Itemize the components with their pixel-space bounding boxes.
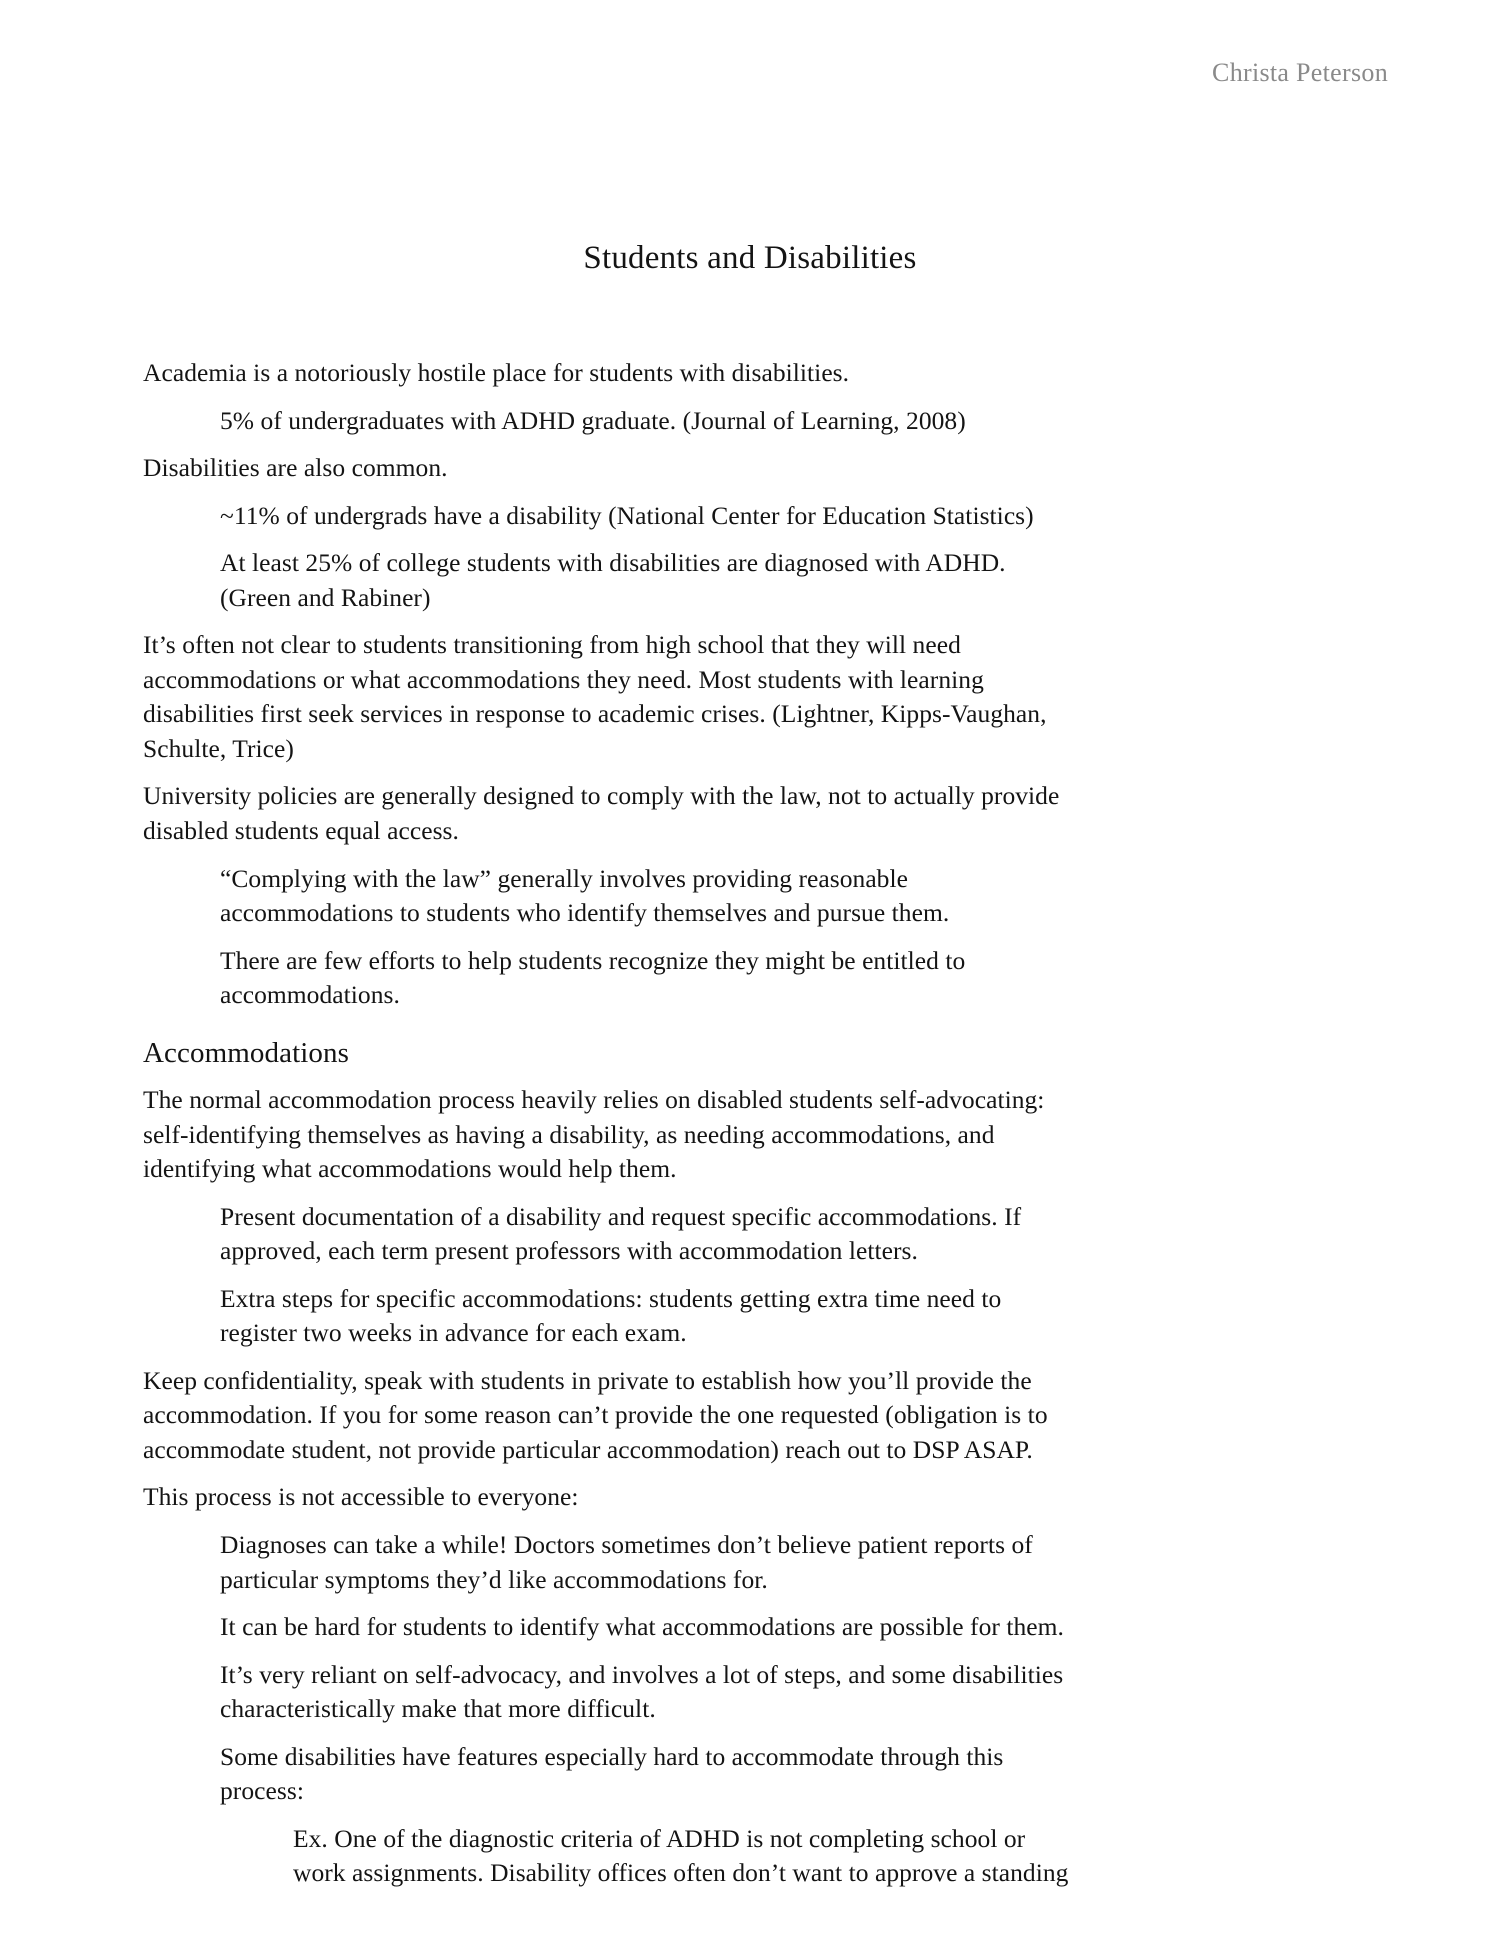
paragraph: 5% of undergraduates with ADHD graduate. (Journal of Learning, 2008) xyxy=(220,405,966,435)
paragraph: The normal accommodation process heavily relies on disabled students self-advocating: self-identifying themselves as having a disability, as needing accommodations, and identifying what accommodations would help them. xyxy=(143,1085,1045,1184)
paragraph: Some disabilities have features especially hard to accommodate through this process: xyxy=(220,1741,1004,1806)
paragraph: This process is not accessible to everyone: xyxy=(143,1482,579,1512)
paragraph: ~11% of undergrads have a disability (National Center for Education Statistics) xyxy=(220,500,1034,530)
paragraph: Extra steps for specific accommodations: students getting extra time need to register two weeks in advance for each exam. xyxy=(220,1283,1002,1348)
paragraph: Keep confidentiality, speak with students in private to establish how you’ll provide the accommodation. If you for some reason can’t provide the one requested (obligation is to accommodate student, not provide particular accommodation) reach out to DSP ASAP. xyxy=(143,1365,1048,1464)
section-heading: Accommodations xyxy=(143,1036,349,1069)
paragraph: It’s very reliant on self-advocacy, and involves a lot of steps, and some disabilities characteristically make that more difficult. xyxy=(220,1659,1064,1724)
paragraph: Present documentation of a disability and request specific accommodations. If approved, each term present professors with accommodation letters. xyxy=(220,1201,1022,1266)
paragraph: There are few efforts to help students recognize they might be entitled to accommodations. xyxy=(220,945,966,1010)
paragraph: It’s often not clear to students transitioning from high school that they will need accommodations or what accommodations they need. Most students with learning disabilities first seek services in response to academic crises. (Lightner, Kipps-Vaughan, Schulte, Trice) xyxy=(143,630,1047,763)
page-title: Students and Disabilities xyxy=(583,240,917,277)
paragraph: It can be hard for students to identify what accommodations are possible for them. xyxy=(220,1612,1064,1642)
paragraph: Ex. One of the diagnostic criteria of ADHD is not completing school or work assignments. Disability offices often don’t want to approve a standing xyxy=(293,1823,1069,1888)
paragraph: University policies are generally designed to comply with the law, not to actually provide disabled students equal access. xyxy=(143,781,1060,846)
document-body xyxy=(143,356,1075,1904)
paragraph: Disabilities are also common. xyxy=(143,453,448,483)
paragraph: Diagnoses can take a while! Doctors sometimes don’t believe patient reports of particular symptoms they’d like accommodations for. xyxy=(220,1530,1033,1594)
paragraph: Academia is a notoriously hostile place for students with disabilities. xyxy=(143,358,850,387)
paragraph: At least 25% of college students with disabilities are diagnosed with ADHD. (Green and Rabiner) xyxy=(220,548,1006,612)
page-header-author: Christa Peterson xyxy=(1212,58,1388,87)
paragraph: “Complying with the law” generally involves providing reasonable accommodations to students who identify themselves and pursue them. xyxy=(220,863,950,928)
